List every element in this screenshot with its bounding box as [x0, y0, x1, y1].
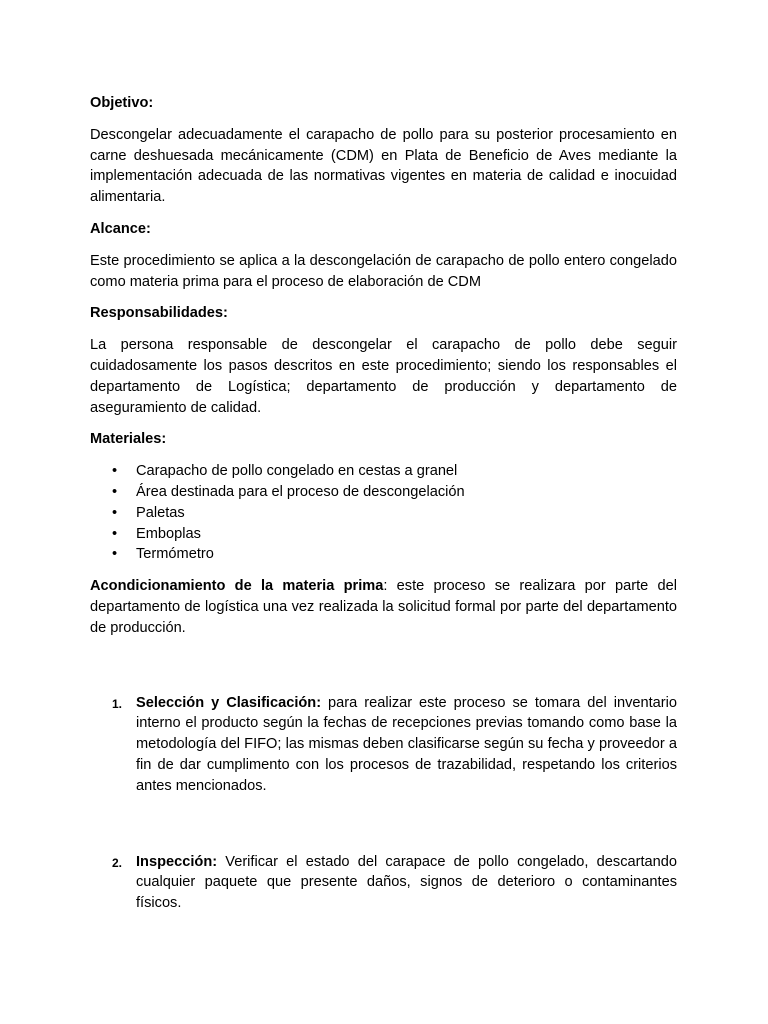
alcance-text: Este procedimiento se aplica a la descongelación de carapacho de pollo entero congelado como materia prima para el proceso de elaboración de CDM [90, 252, 677, 290]
step-title: Selección y Clasificación: [136, 694, 322, 711]
step-title: Inspección: [136, 853, 218, 870]
bullet-icon: • [112, 483, 118, 500]
list-item [90, 503, 677, 524]
bullet-icon: • [112, 525, 118, 542]
list-item-text: Carapacho de pollo congelado en cestas a granel [136, 463, 458, 480]
list-item [90, 524, 677, 545]
list-item [90, 461, 677, 482]
bullet-icon: • [112, 504, 118, 521]
document-page [90, 93, 677, 914]
step-item [90, 852, 677, 914]
acondicionamiento-paragraph [90, 576, 677, 638]
step-number: 2. [112, 855, 123, 870]
objetivo-text: Descongelar adecuadamente el carapacho de pollo para su posterior procesamiento en carne deshuesada mecánicamente (CDM) en Plata de Beneficio de Aves mediante la implementación adecuada de las normativas vigentes en materia de calidad e inocuidad alimentaria. [90, 126, 677, 206]
steps-list [90, 693, 677, 914]
acondicionamiento-text: : este proceso se realizara por parte del departamento de logística una vez realizada la solicitud formal por parte del departamento de producción. [90, 578, 677, 636]
list-item [90, 544, 677, 565]
bullet-icon: • [112, 546, 118, 563]
responsabilidades-text: La persona responsable de descongelar el carapacho de pollo debe seguir cuidadosamente los pasos descritos en este procedimiento; siendo los responsables el departamento de Logística; departamento de producción y departamento de aseguramiento de calidad. [90, 337, 677, 416]
list-item-text: Emboplas [136, 525, 201, 542]
step-item [90, 693, 677, 797]
list-item-text: Paletas [136, 504, 185, 521]
step-text: para realizar este proceso se tomara del inventario interno el producto según la fechas de recepciones previas tomando como base la metodología del FIFO; las mismas deben clasificarse según su fecha y proveedor a fin de dar cumplimento con los procesos de trazabilidad, respetando los criterios antes mencionados. [136, 694, 677, 794]
materiales-list [90, 461, 677, 565]
step-text: Verificar el estado del carapace de pollo congelado, descartando cualquier paquete que presente daños, signos de deterioro o contaminantes físicos. [136, 853, 677, 912]
bullet-icon: • [112, 463, 118, 480]
list-item [90, 482, 677, 503]
list-item-text: Termómetro [136, 546, 214, 563]
alcance-heading: Alcance: [90, 220, 151, 237]
acondicionamiento-label: Acondicionamiento de la materia prima [90, 578, 384, 595]
step-number: 1. [112, 696, 123, 711]
objetivo-heading: Objetivo: [90, 95, 154, 111]
list-item-text: Área destinada para el proceso de descongelación [136, 483, 465, 500]
materiales-heading: Materiales: [90, 431, 167, 448]
responsabilidades-heading: Responsabilidades: [90, 305, 228, 322]
